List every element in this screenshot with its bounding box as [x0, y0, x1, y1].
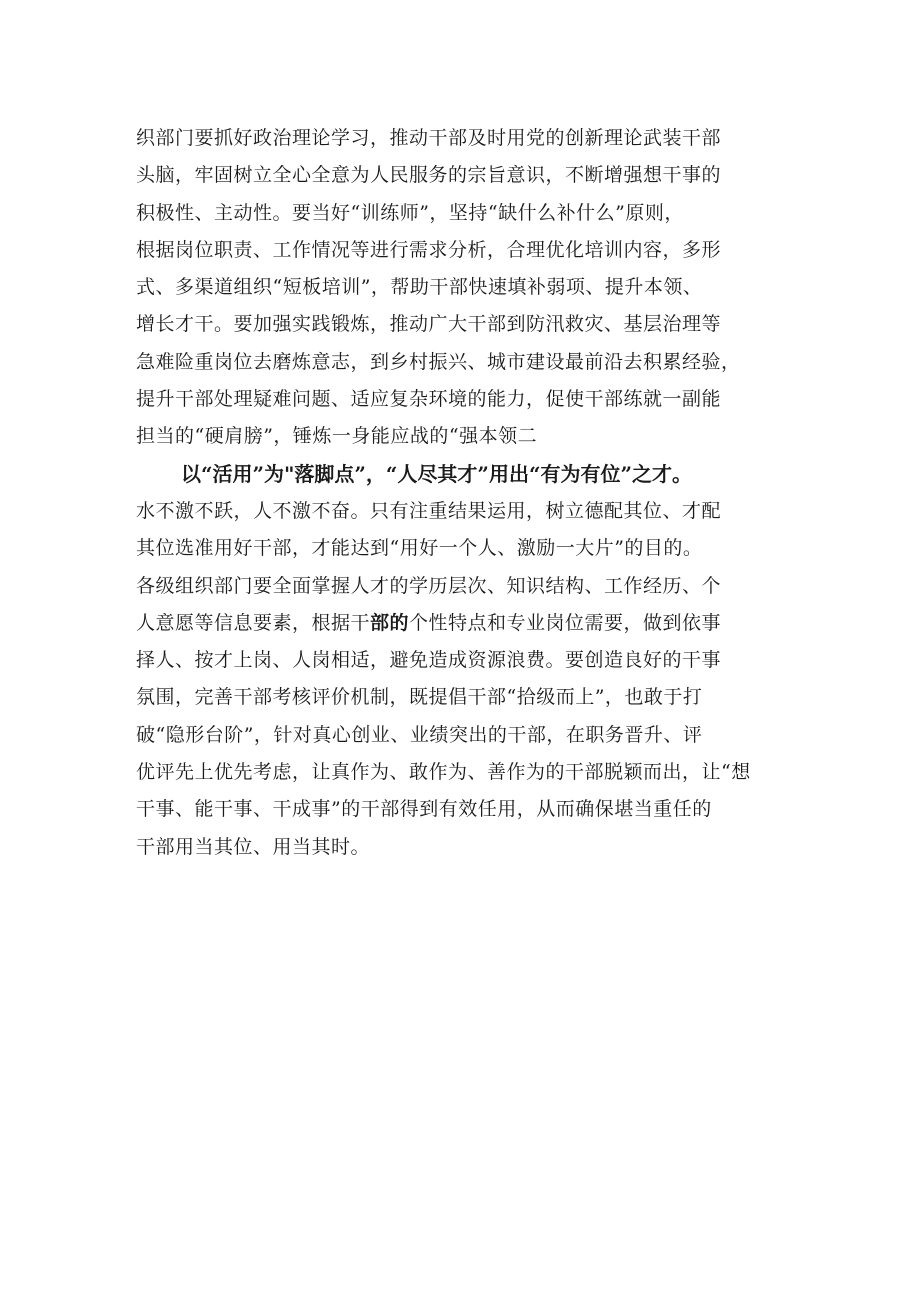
paragraph-line: 择人、按才上岗、人岗相适，避免造成资源浪费。要创造良好的干事: [136, 649, 722, 672]
paragraph-line: 头脑，牢固树立全心全意为人民服务的宗旨意识，不断增强想干事的: [136, 164, 722, 187]
bold-text-segment: 部的: [370, 611, 410, 634]
paragraph-line: 干事、能干事、干成事”的干部得到有效任用，从而确保堪当重任的: [136, 798, 712, 821]
paragraph-line: 提升干部处理疑难问题、适应复杂环境的能力，促使干部练就一副能: [136, 388, 722, 411]
body-text: [136, 120, 796, 866]
paragraph-line: 优评先上优先考虑，让真作为、敢作为、善作为的干部脱颖而出，让“想: [136, 761, 751, 784]
paragraph-line: 根据岗位职责、工作情况等进行需求分析，合理优化培训内容，多形: [136, 238, 722, 261]
text-segment: 人意愿等信息要素，根据干: [136, 611, 371, 634]
paragraph-line: 织部门要抓好政治理论学习，推动干部及时用党的创新理论武装干部: [136, 127, 722, 149]
paragraph-line: 破“隐形台阶”，针对真心创业、业绩突出的干部，在职务晋升、评: [136, 723, 703, 746]
paragraph-line-with-bold: [136, 605, 796, 642]
paragraph-line: 其位选准用好干部，才能达到“用好一个人、激励一大片”的目的。: [136, 537, 703, 560]
paragraph-line: 氛围，完善干部考核评价机制，既提倡干部“拾级而上”，也敢于打: [136, 686, 703, 709]
paragraph-line: 增长才干。要加强实践锻炼，推动广大干部到防汛救灾、基层治理等: [136, 313, 722, 336]
text-segment: 个性特点和专业岗位需要，做到依事: [409, 611, 722, 634]
paragraph-line: 式、多渠道组织“短板培训”，帮助干部快速填补弱项、提升本领、: [136, 276, 703, 299]
paragraph-line: 急难险重岗位去磨炼意志，到乡村振兴、城市建设最前沿去积累经验，: [136, 350, 741, 373]
paragraph-line: 积极性、主动性。要当好“训练师”，坚持“缺什么补什么”原则，: [136, 201, 684, 224]
paragraph-line: 各级组织部门要全面掌握人才的学历层次、知识结构、工作经历、个: [136, 574, 722, 597]
paragraph-line: 水不激不跃，人不激不奋。只有注重结果运用，树立德配其位、才配: [136, 499, 722, 522]
section-heading-line: [136, 456, 796, 493]
paragraph-line: 干部用当其位、用当其时。: [136, 835, 371, 858]
section-heading: 以“活用”为"落脚点”，“人尽其才”用出“有为有位”之才。: [181, 461, 692, 486]
paragraph-line: 担当的“硬肩膀”，锤炼一身能应战的“强本领二: [136, 425, 538, 448]
